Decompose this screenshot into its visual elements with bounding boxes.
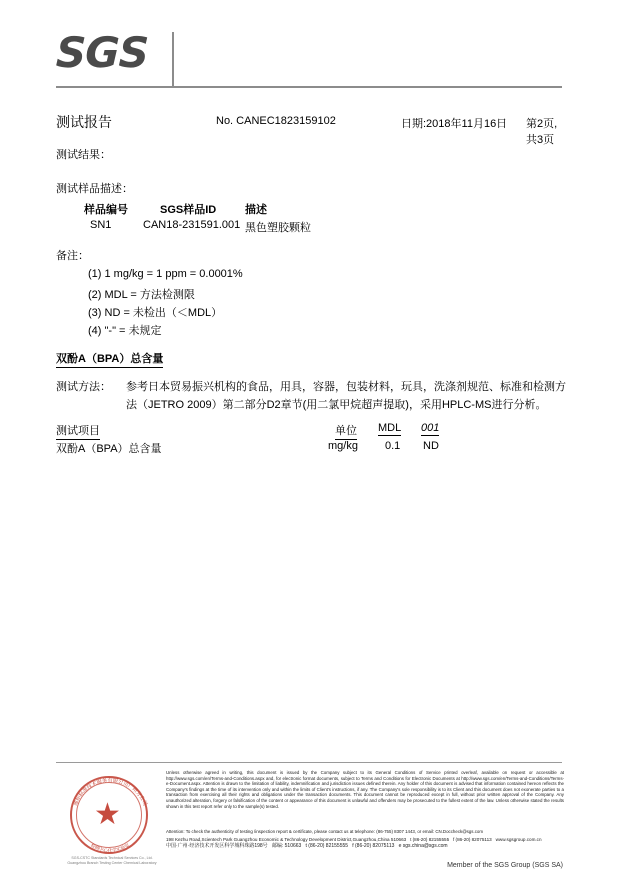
svg-text:通标标准技术服务有限公司广州分公司: 通标标准技术服务有限公司广州分公司 bbox=[72, 778, 148, 807]
page-indicator: 第2页,共3页 bbox=[526, 118, 558, 146]
report-header-row bbox=[56, 112, 562, 146]
svg-text:检测中心化学实验室: 检测中心化学实验室 bbox=[89, 843, 131, 854]
footer-attention-note: Attention: To check the authenticity of testing /inspection report & certificate, please contact us at telephone: (86-755) 8307 1443, or email: CN.Doccheck@sgs.com bbox=[166, 829, 484, 834]
footer-email[interactable]: e sgs.china@sgs.com bbox=[398, 843, 448, 849]
result-table-header-unit: 单位 bbox=[335, 422, 357, 440]
seal-caption: SGS-CSTC Standards Technical Services Co., Ltd. Guangzhou Branch Testing Center Chemical Laboratory bbox=[67, 856, 157, 865]
sample-table-header-desc: 描述 bbox=[245, 204, 267, 216]
sample-table-header-id: SGS样品ID bbox=[160, 204, 217, 216]
footer-divider bbox=[56, 762, 562, 763]
sample-description-label: 测试样品描述： bbox=[56, 183, 133, 195]
page-title: 测试报告 bbox=[56, 114, 112, 130]
footer-web[interactable]: www.sgsgroup.com.cn bbox=[495, 837, 542, 842]
result-table-cell-unit: mg/kg bbox=[328, 440, 358, 452]
company-seal-stamp bbox=[62, 772, 158, 868]
footer-member-line: Member of the SGS Group (SGS SA) bbox=[447, 862, 563, 869]
footer-zip-cn: 邮编: 510663 bbox=[271, 843, 302, 849]
report-number: No. CANEC1823159102 bbox=[216, 115, 336, 127]
footer-address-block bbox=[166, 836, 564, 850]
remark-item: (3) ND = 未检出（＜MDL） bbox=[88, 307, 223, 319]
test-method-line: 法（JETRO 2009）第二部分D2章节(用二氯甲烷超声提取)，采用HPLC-MS进行分析。 bbox=[126, 399, 547, 411]
report-date: 日期:2018年11月16日 bbox=[401, 118, 508, 130]
result-table-cell-value: ND bbox=[423, 440, 439, 452]
remark-item: (4) "-" = 未规定 bbox=[88, 325, 162, 337]
sample-table-cell-id: CAN18-231591.001 bbox=[143, 219, 241, 231]
test-method-label: 测试方法： bbox=[56, 381, 111, 393]
remark-item: (1) 1 mg/kg = 1 ppm = 0.0001% bbox=[88, 268, 243, 280]
sample-table-cell-desc: 黑色塑胶颗粒 bbox=[245, 222, 311, 234]
sgs-logo-text: SGS bbox=[55, 28, 149, 77]
logo-vertical-rule bbox=[172, 32, 174, 86]
footer-address-row-en bbox=[166, 836, 564, 843]
result-table-header-mdl: MDL bbox=[378, 422, 402, 434]
section-heading-bpa: 双酚A（BPA）总含量 bbox=[56, 350, 163, 368]
footer-disclaimer: Unless otherwise agreed in writing, this document is issued by the Company subject to its General Conditions of Service printed overleaf, available on request or accessible at http://www.sgs.com/en/Terms-and-Conditions.aspx and, for electronic format documents, subject to Terms and Conditions for Electronic Documents at http://www.sgs.com/en/Terms-and-Conditions/Terms-e-Document.aspx. Attention is drawn to the limitation of liability, indemnification and jurisdiction issues defined therein. Any holder of this document is advised that information contained hereon reflects the Company's findings at the time of its intervention only and within the limits of Client's instructions, if any. The Company's sole responsibility is to its Client and this document does not exonerate parties to a transaction from exercising all their rights and obligations under the transaction documents. This document cannot be reproduced except in full, without prior written approval of the Company. Any unauthorized alteration, forgery or falsification of the content or appearance of this document is unlawful and offenders may be prosecuted to the fullest extent of the law. Unless otherwise stated the results shown in this test report refer only to the sample(s) tested. bbox=[166, 770, 564, 809]
header-divider bbox=[56, 86, 562, 88]
sgs-logo bbox=[55, 28, 176, 84]
footer-tel-en: t (86-20) 82155555 bbox=[410, 837, 450, 842]
sample-table-header-no: 样品编号 bbox=[84, 204, 128, 216]
results-label: 测试结果： bbox=[56, 149, 111, 161]
footer-address-en: 198 Kezhu Road,Scientech Park Guangzhou Economic & Technology Development District,Guangzhou,China 510663 bbox=[166, 837, 407, 842]
footer-address-cn: 中国·广州·经济技术开发区科学城科珠路198号 bbox=[166, 843, 268, 849]
seal-star-icon: ★ bbox=[94, 798, 121, 831]
test-method-line: 参考日本贸易振兴机构的食品，用具，容器，包装材料，玩具，洗涤剂规范、标准和检测方 bbox=[126, 381, 566, 393]
result-table-header-item: 测试项目 bbox=[56, 422, 100, 440]
remark-item: (2) MDL = 方法检测限 bbox=[88, 289, 195, 301]
result-table-cell-mdl: 0.1 bbox=[385, 440, 401, 452]
footer-fax-cn: f (86-20) 82075113 bbox=[352, 843, 395, 849]
sample-table-cell-no: SN1 bbox=[90, 219, 112, 231]
footer-fax-en: f (86-20) 82075113 bbox=[452, 837, 492, 842]
footer-address-row-cn bbox=[166, 843, 564, 850]
remarks-label: 备注： bbox=[56, 250, 89, 262]
footer-tel-cn: t (86-20) 82155555 bbox=[305, 843, 349, 849]
result-table-cell-item: 双酚A（BPA）总含量 bbox=[56, 443, 162, 455]
result-table-header-sample: 001 bbox=[421, 422, 440, 434]
